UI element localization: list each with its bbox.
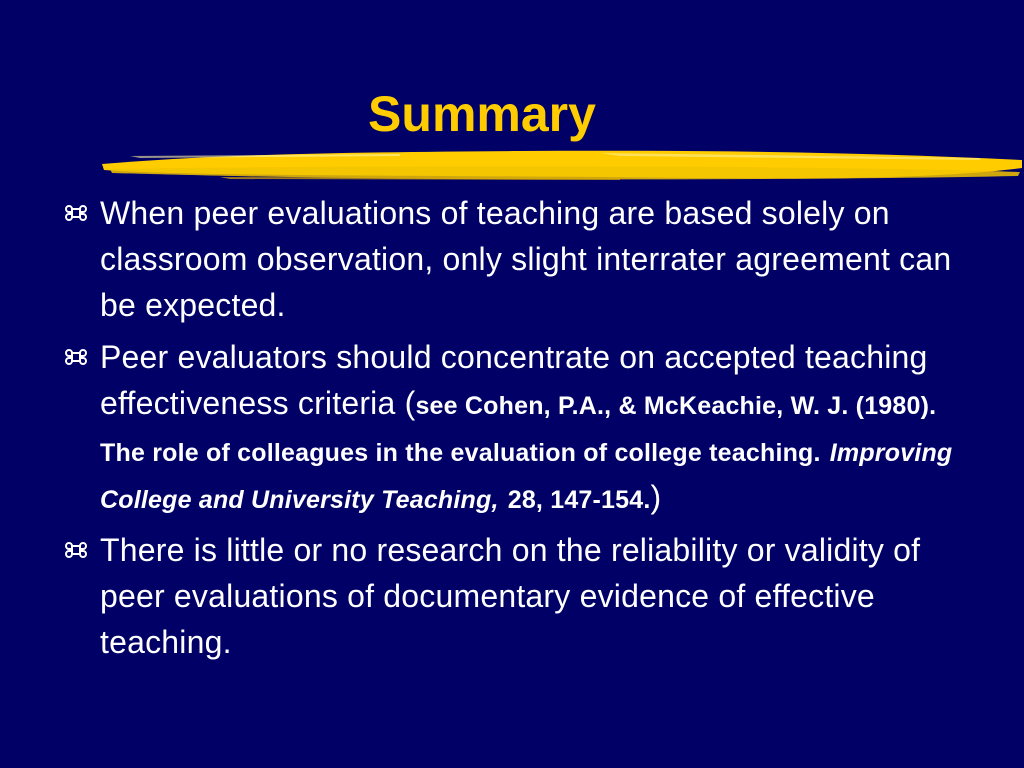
bullet-text: Peer evaluators should concentrate on accepted teaching effectiveness criteria ( — [100, 339, 928, 421]
title-underline-brushstroke — [100, 146, 1024, 190]
bullet-text: When peer evaluations of teaching are based solely on classroom observation, only slight interrater agreement can be expected. — [100, 195, 952, 323]
citation-volume-pages: 28, 147-154. — [507, 486, 651, 514]
command-key-icon — [60, 334, 94, 380]
command-key-icon — [60, 190, 94, 236]
citation-journal: Improving College and University Teaching, — [100, 439, 953, 514]
bullet-item — [60, 527, 960, 665]
slide-title: Summary — [368, 86, 596, 142]
bullet-list — [60, 190, 960, 665]
bullet-text: There is little or no research on the reliability or validity of peer evaluations of documentary evidence of effective teaching. — [100, 532, 921, 660]
command-key-icon — [60, 527, 94, 573]
citation-close: ) — [650, 479, 662, 515]
citation-lead: see Cohen, P.A., & McKeachie, W. J. (1980). The role of colleagues in the evaluation of college teaching. — [100, 392, 937, 467]
bullet-item — [60, 334, 960, 521]
bullet-item — [60, 190, 960, 328]
